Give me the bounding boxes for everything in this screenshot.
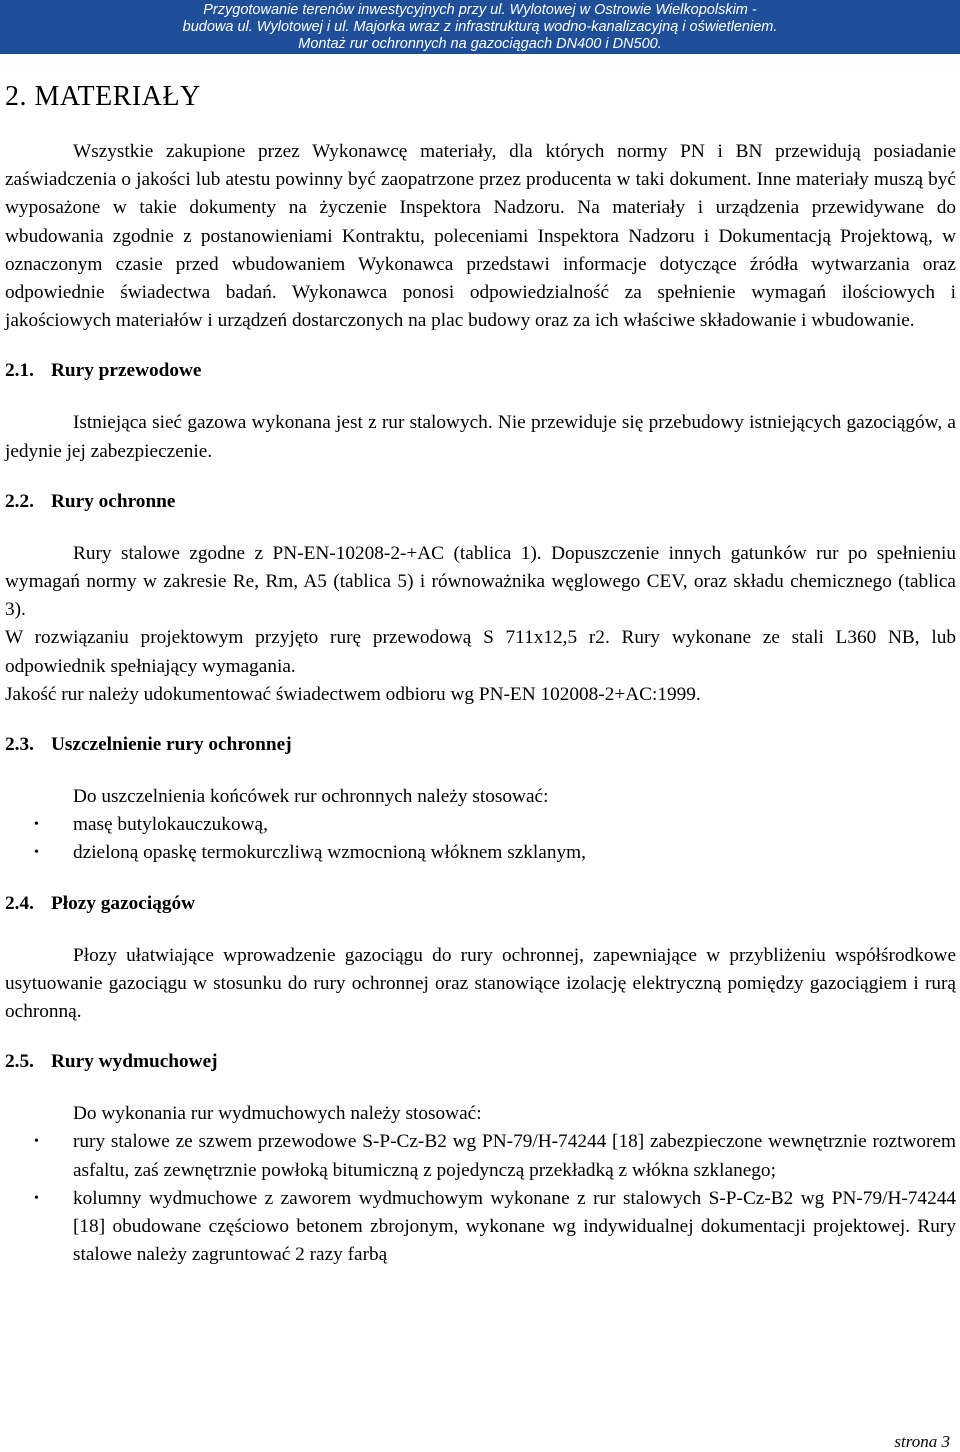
page-number: strona 3 — [894, 1432, 950, 1451]
section-2-2-paragraph-1: Rury stalowe zgodne z PN-EN-10208-2-+AC (tablica 1). Dopuszczenie innych gatunków rur po spełnieniu wymagań normy w zakresie Re, Rm, A5 (tablica 5) i równoważnika węglowego CEV, oraz składu chemicznego (tablica 3). — [5, 542, 956, 621]
section-title: Płozy gazociągów — [51, 892, 196, 914]
section-2-3-list — [5, 811, 956, 867]
section-number: 2.5. — [5, 1051, 34, 1073]
bullet-icon: • — [34, 845, 39, 861]
bullet-icon: • — [34, 1190, 39, 1206]
header-line-3: Montaż rur ochronnych na gazociągach DN400 i DN500. — [298, 36, 662, 52]
list-item: • masę butylokauczukową, — [5, 811, 956, 839]
section-2-3-intro: Do uszczelnienia końcówek rur ochronnych należy stosować: — [73, 786, 549, 808]
section-heading-2-2 — [5, 488, 956, 516]
section-2-2-paragraph-2: W rozwiązaniu projektowym przyjęto rurę przewodową S 711x12,5 r2. Rury wykonane ze stali L360 NB, lub odpowiednik spełniający wymagania. — [5, 627, 956, 677]
bullet-icon: • — [34, 817, 39, 833]
chapter-title: 2. MATERIAŁY — [5, 81, 201, 112]
chapter-intro-paragraph: Wszystkie zakupione przez Wykonawcę materiały, dla których normy PN i BN przewidują posiadanie zaświadczenia o jakości lub atestu powinny być zaopatrzone przez producenta w taki dokument. Inne materiały muszą być wyposażone w takie dokumenty na życzenie Inspektora Nadzoru. Na materiały i urządzenia przewidywane do wbudowania zgodnie z postanowieniami Kontraktu, poleceniami Inspektora Nadzoru i Dokumentacją Projektową, w oznaczonym czasie przed wbudowaniem Wykonawca przedstawi informacje dotyczące źródła wytwarzania oraz odpowiednie świadectwa badań. Wykonawca ponosi odpowiedzialność za spełnienie wymagań ilościowych i jakościowych materiałów i urządzeń dostarczonych na plac budowy oraz za ich właściwe składowanie i wbudowanie. — [5, 141, 956, 332]
document-body — [5, 80, 956, 1269]
section-heading-2-5 — [5, 1048, 956, 1076]
header-line-2: budowa ul. Wylotowej i ul. Majorka wraz z infrastrukturą wodno-kanalizacyjną i oświetleniem. — [182, 19, 778, 35]
list-item: • dzieloną opaskę termokurczliwą wzmocnioną włóknem szklanym, — [5, 839, 956, 867]
bullet-icon: • — [34, 1134, 39, 1150]
list-item: • kolumny wydmuchowe z zaworem wydmuchowym wykonane z rur stalowych S-P-Cz-B2 wg PN-79/H-74244 [18] obudowane częściowo betonem zbrojonym, wykonane wg indywidualnej dokumentacji projektowej. Rury stalowe należy zagruntować 2 razy farbą — [5, 1185, 956, 1270]
section-2-2-paragraph-3: Jakość rur należy udokumentować świadectwem odbioru wg PN-EN 102008-2+AC:1999. — [5, 683, 701, 705]
document-header — [0, 0, 960, 54]
header-line-1: Przygotowanie terenów inwestycyjnych przy ul. Wylotowej w Ostrowie Wielkopolskim - — [203, 2, 757, 18]
section-2-4-paragraph: Płozy ułatwiające wprowadzenie gazociągu do rury ochronnej, zapewniające w przybliżeniu współśrodkowe usytuowanie gazociągu w stosunku do rury ochronnej oraz stanowiące izolację elektryczną pomiędzy gazociągiem i rurą ochronną. — [5, 944, 956, 1023]
section-title: Rury ochronne — [51, 490, 176, 512]
section-heading-2-3 — [5, 731, 956, 759]
section-2-5-intro: Do wykonania rur wydmuchowych należy stosować: — [73, 1103, 482, 1125]
section-number: 2.4. — [5, 892, 34, 914]
section-title: Rury wydmuchowej — [51, 1051, 218, 1073]
section-number: 2.3. — [5, 734, 34, 756]
section-title: Uszczelnienie rury ochronnej — [51, 734, 292, 756]
section-heading-2-4 — [5, 890, 956, 918]
list-item: • rury stalowe ze szwem przewodowe S-P-Cz-B2 wg PN-79/H-74244 [18] zabezpieczone wewnętrznie roztworem asfaltu, zaś zewnętrznie powłoką bitumiczną z pojedynczą przekładką z włókna szklanego; — [5, 1128, 956, 1184]
section-2-5-list — [5, 1128, 956, 1269]
section-title: Rury przewodowe — [51, 360, 202, 382]
section-number: 2.2. — [5, 490, 34, 512]
section-2-1-paragraph: Istniejąca sieć gazowa wykonana jest z rur stalowych. Nie przewiduje się przebudowy istniejących gazociągów, a jedynie jej zabezpieczenie. — [5, 412, 956, 462]
section-heading-2-1 — [5, 357, 956, 385]
section-number: 2.1. — [5, 360, 34, 382]
